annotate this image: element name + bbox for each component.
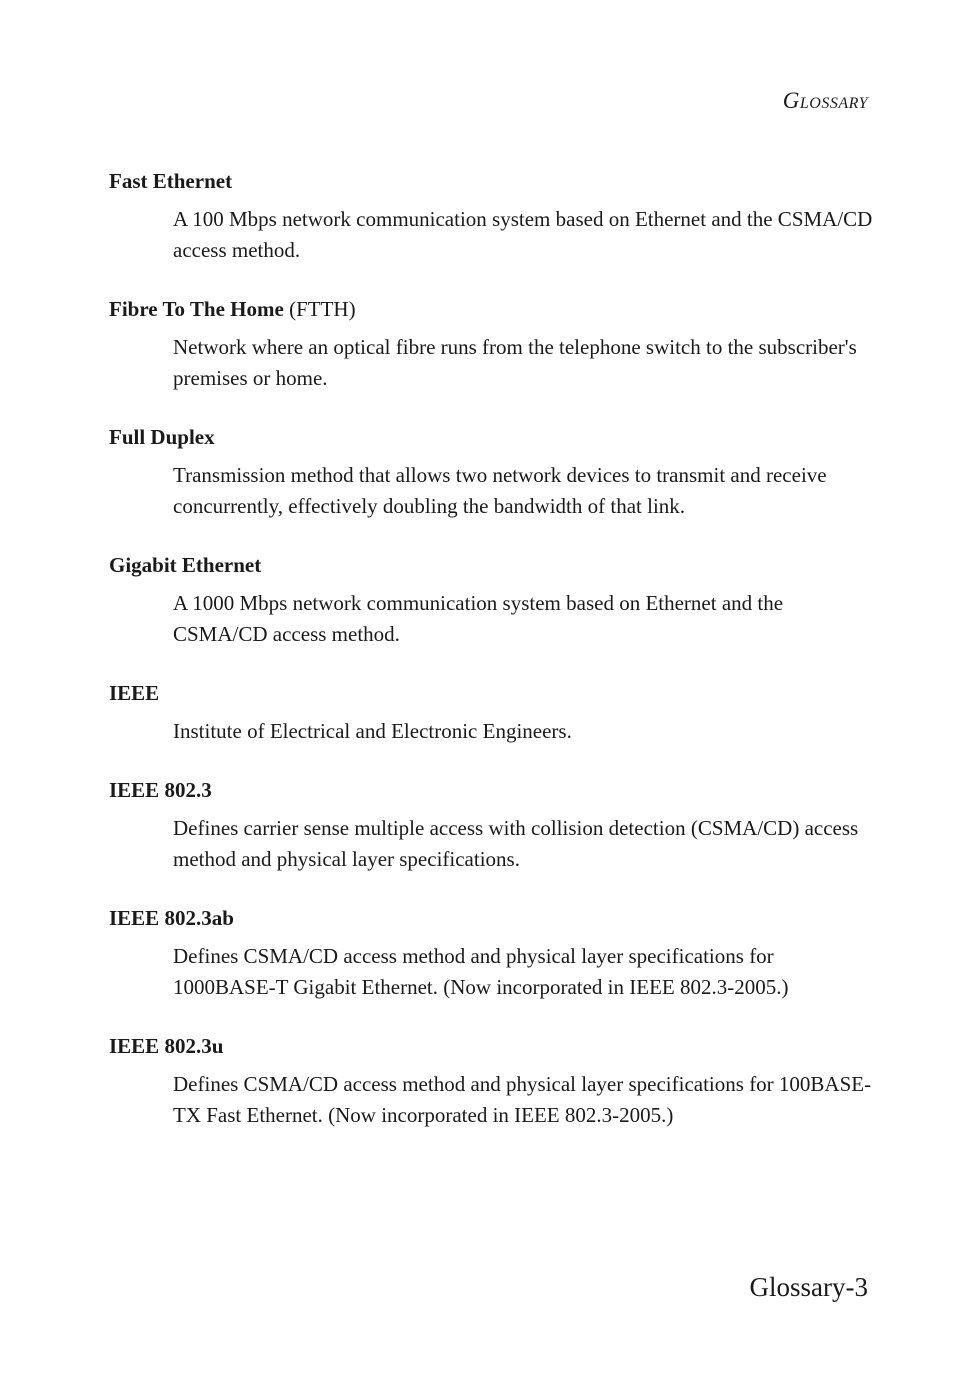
glossary-term	[109, 678, 869, 708]
glossary-entry	[109, 422, 869, 522]
glossary-definition: A 1000 Mbps network communication system based on Ethernet and the CSMA/CD access method.	[173, 591, 784, 646]
term-abbreviation: (FTTH)	[283, 297, 356, 321]
glossary-definition: Defines carrier sense multiple access with collision detection (CSMA/CD) access method and physical layer specifications.	[173, 816, 859, 871]
glossary-term	[109, 775, 869, 805]
glossary-definition: Network where an optical fibre runs from the telephone switch to the subscriber's premises or home.	[173, 335, 857, 390]
glossary-entry	[109, 1031, 872, 1131]
term-name: IEEE	[109, 681, 160, 705]
glossary-definition: Defines CSMA/CD access method and physical layer specifications for 1000BASE-T Gigabit Ethernet. (Now incorporated in IEEE 802.3-2005.)	[173, 944, 789, 999]
glossary-definition: A 100 Mbps network communication system based on Ethernet and the CSMA/CD access method.	[173, 207, 873, 262]
term-name: IEEE 802.3	[109, 778, 212, 802]
running-header: Glossary	[782, 88, 868, 113]
glossary-entries	[109, 166, 873, 1159]
glossary-entry	[109, 775, 869, 875]
term-name: IEEE 802.3ab	[109, 906, 234, 930]
term-name: IEEE 802.3u	[109, 1034, 224, 1058]
glossary-term	[109, 1031, 869, 1061]
glossary-definition: Transmission method that allows two network devices to transmit and receive concurrently, effectively doubling the bandwidth of that link.	[173, 463, 827, 518]
glossary-entry	[109, 903, 869, 1003]
term-name: Full Duplex	[109, 425, 215, 449]
glossary-definition: Defines CSMA/CD access method and physical layer specifications for 100BASE-TX Fast Ethernet. (Now incorporated in IEEE 802.3-2005.)	[173, 1072, 872, 1127]
glossary-definition: Institute of Electrical and Electronic Engineers.	[173, 719, 572, 743]
glossary-term	[109, 422, 869, 452]
glossary-entry	[109, 294, 869, 394]
term-name: Fast Ethernet	[109, 169, 233, 193]
page-number: Glossary-3	[749, 1272, 868, 1302]
glossary-entry	[109, 550, 869, 650]
glossary-entry	[109, 678, 869, 747]
glossary-term	[109, 903, 869, 933]
glossary-entry	[109, 166, 873, 266]
glossary-term	[109, 166, 869, 196]
glossary-term	[109, 294, 869, 324]
glossary-term	[109, 550, 869, 580]
term-name: Gigabit Ethernet	[109, 553, 262, 577]
term-name: Fibre To The Home	[109, 297, 284, 321]
